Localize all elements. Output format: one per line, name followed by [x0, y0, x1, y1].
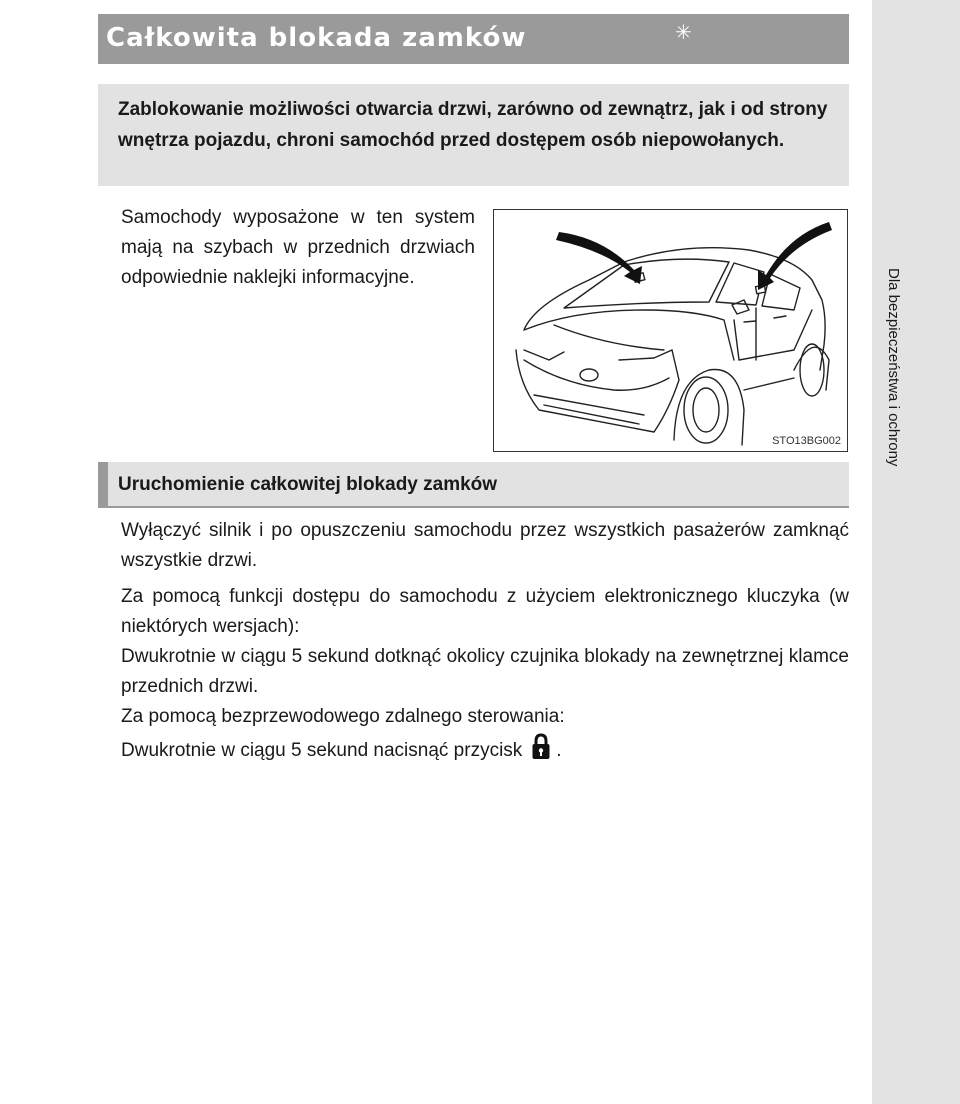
smart-key-intro: Za pomocą funkcji dostępu do samochodu z użyciem elektronicznego kluczyka (w niektórych wersjach):: [121, 586, 849, 637]
remote-step: [121, 732, 849, 772]
section-heading: Uruchomienie całkowitej blokady zamków: [118, 474, 498, 495]
smart-key-step: Dwukrotnie w ciągu 5 sekund dotknąć okolicy czujnika blokady na zewnętrznej klamce przednich drzwi.: [121, 646, 849, 697]
intro-panel: [98, 84, 849, 186]
instruction-text-1: Wyłączyć silnik i po opuszczeniu samochodu przez wszystkich pasażerów zamknąć wszystkie drzwi.: [121, 520, 849, 571]
sticker-note: Samochody wyposażone w ten system mają na szybach w przednich drzwiach odpowiednie naklejki informacyjne.: [121, 207, 475, 288]
car-illustration-icon: [494, 210, 848, 452]
remote-step-end: .: [556, 740, 562, 761]
remote-step-text: Dwukrotnie w ciągu 5 sekund nacisnąć przycisk: [121, 740, 523, 761]
instruction-paragraph-2: [121, 582, 849, 772]
car-figure: [493, 209, 848, 452]
figure-caption: STO13BG002: [772, 435, 841, 447]
instruction-paragraph-1: [121, 516, 849, 576]
remote-intro: Za pomocą bezprzewodowego zdalnego sterowania:: [121, 706, 565, 727]
chapter-title: Dla bezpieczeństwa i ochrony: [885, 268, 902, 467]
section-heading-bar: [98, 462, 849, 508]
page-title: Całkowita blokada zamków: [106, 23, 527, 53]
section-accent: [98, 462, 108, 506]
asterisk-mark-icon: ✳: [675, 22, 692, 44]
lock-icon: [530, 732, 552, 772]
page-title-bar: [98, 14, 849, 64]
intro-text: Zablokowanie możliwości otwarcia drzwi, zarówno od zewnątrz, jak i od strony wnętrza pojazdu, chroni samochód przed dostępem osób niepowołanych.: [118, 99, 828, 151]
